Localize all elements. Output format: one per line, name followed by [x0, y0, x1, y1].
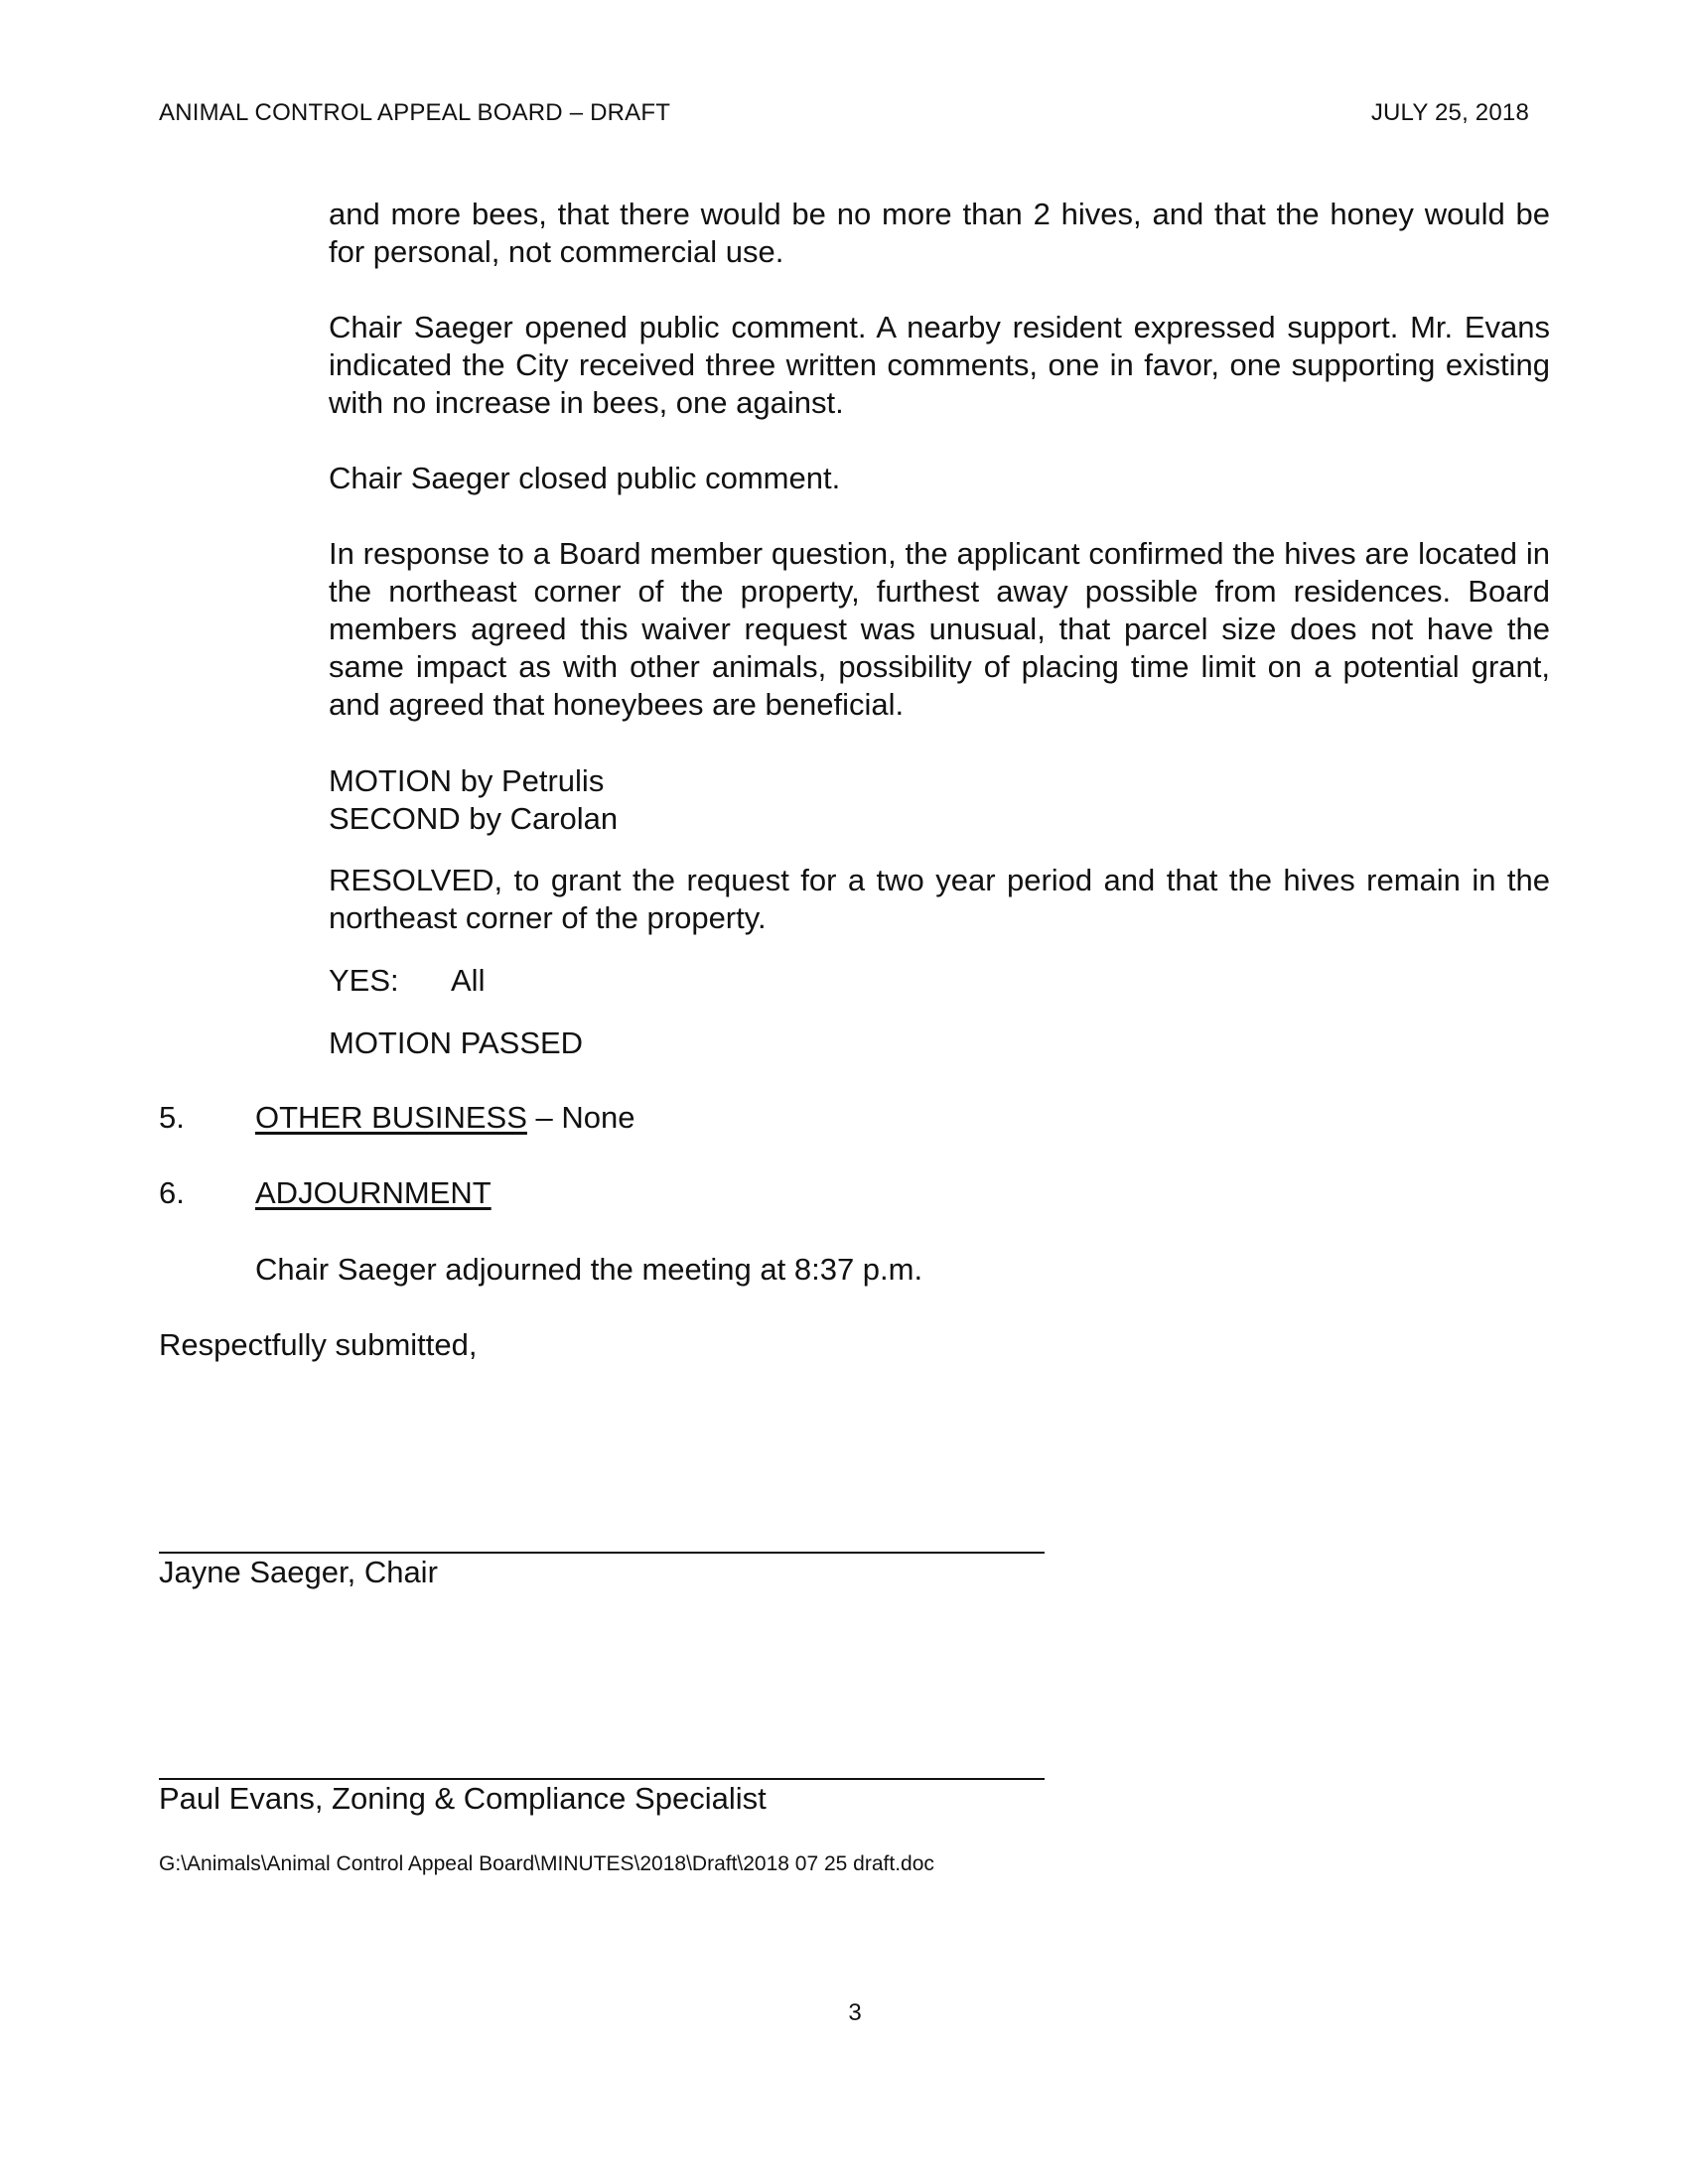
motion-result: MOTION PASSED — [329, 1025, 584, 1060]
paragraph-bees: and more bees, that there would be no more than 2 hives, and that the honey would be for personal, not commercial use. — [329, 197, 1550, 269]
signature-name-chair: Jayne Saeger, Chair — [159, 1555, 438, 1589]
section-suffix: – None — [526, 1100, 635, 1135]
file-path: G:\Animals\Animal Control Appeal Board\MINUTES\2018\Draft\2018 07 25 draft.doc — [159, 1852, 934, 1875]
vote-value: All — [451, 963, 486, 998]
motion-resolved: RESOLVED, to grant the request for a two year period and that the hives remain in the northeast corner of the property. — [329, 863, 1550, 935]
paragraph-closed-comment: Chair Saeger closed public comment. — [329, 461, 841, 495]
paragraph-board-discussion: In response to a Board member question, the applicant confirmed the hives are located in the northeast corner of the property, furthest away possible from residences. Board members agreed this waiver request was unusual, that parcel size does not have the same impact as with other animals, possibility of placing time limit on a potential grant, and agreed that honeybees are beneficial. — [329, 536, 1550, 722]
section-number: 6. — [159, 1175, 185, 1210]
page-number: 3 — [848, 1999, 862, 2026]
motion-vote — [329, 962, 1550, 1000]
section-adjournment — [255, 1175, 492, 1211]
header-date: JULY 25, 2018 — [1370, 99, 1529, 126]
header-title: ANIMAL CONTROL APPEAL BOARD – DRAFT — [159, 99, 671, 126]
vote-label: YES: — [329, 963, 399, 998]
section-number: 5. — [159, 1100, 185, 1135]
paragraph-public-comment: Chair Saeger opened public comment. A nearby resident expressed support. Mr. Evans indicated the City received three written comments, one in favor, one supporting existing with no increase in bees, one against. — [329, 310, 1550, 420]
section-title: OTHER BUSINESS — [255, 1100, 527, 1135]
signature-name-specialist: Paul Evans, Zoning & Compliance Specialist — [159, 1781, 767, 1816]
closing: Respectfully submitted, — [159, 1327, 478, 1362]
motion-second: SECOND by Carolan — [329, 801, 619, 836]
section-title: ADJOURNMENT — [255, 1175, 492, 1210]
motion-by: MOTION by Petrulis — [329, 763, 605, 798]
section-other-business — [255, 1100, 634, 1136]
adjournment-text: Chair Saeger adjourned the meeting at 8:37 p.m. — [255, 1252, 923, 1287]
